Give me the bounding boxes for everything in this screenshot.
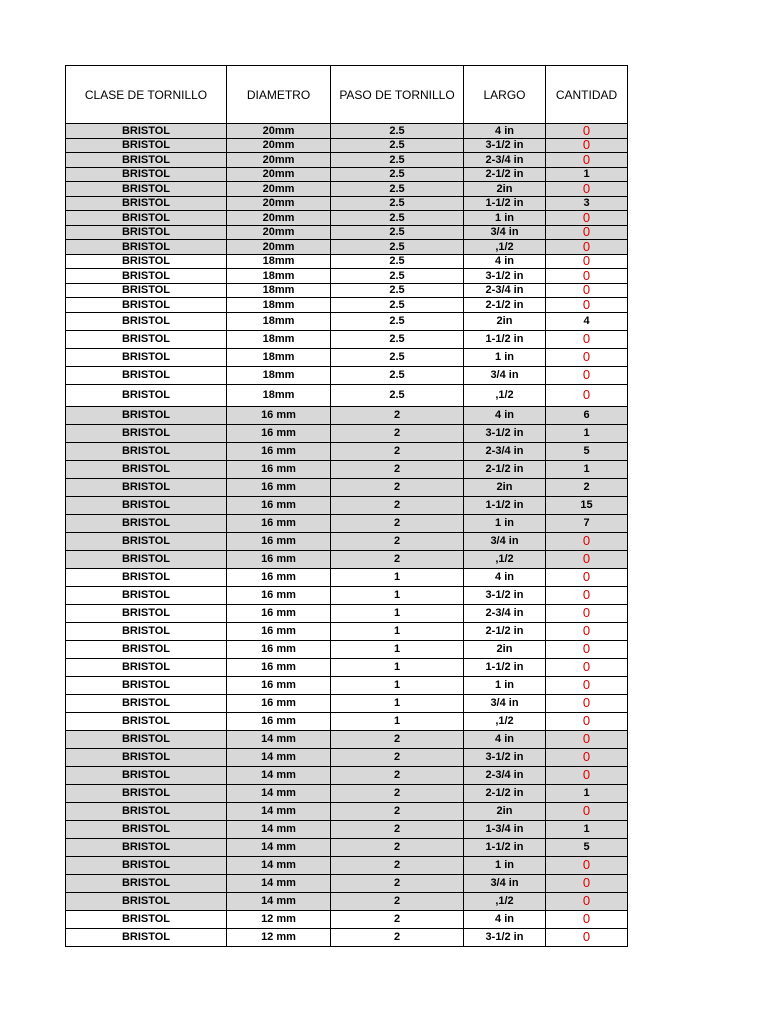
screw-inventory-table — [65, 65, 628, 947]
cell-diametro[interactable]: 14 mm — [227, 748, 331, 766]
cell-cantidad[interactable]: 0 — [546, 622, 628, 640]
cell-clase[interactable]: BRISTOL — [66, 892, 227, 910]
cell-largo[interactable]: 1 in — [464, 211, 546, 226]
cell-diametro[interactable]: 20mm — [227, 196, 331, 211]
cell-largo[interactable]: 2-1/2 in — [464, 298, 546, 313]
cell-diametro[interactable]: 16 mm — [227, 424, 331, 442]
cell-diametro[interactable]: 14 mm — [227, 784, 331, 802]
cell-cantidad[interactable]: 0 — [546, 928, 628, 946]
cell-paso[interactable]: 2.5 — [331, 366, 464, 384]
cell-diametro[interactable]: 20mm — [227, 182, 331, 197]
cell-diametro[interactable]: 12 mm — [227, 928, 331, 946]
cell-paso[interactable]: 2.5 — [331, 269, 464, 284]
cell-paso[interactable]: 2 — [331, 874, 464, 892]
cell-paso[interactable]: 1 — [331, 676, 464, 694]
cell-diametro[interactable]: 18mm — [227, 298, 331, 313]
table-row — [66, 182, 628, 197]
cell-largo[interactable]: 3-1/2 in — [464, 928, 546, 946]
cell-cantidad[interactable]: 0 — [546, 211, 628, 226]
cell-diametro[interactable]: 20mm — [227, 167, 331, 182]
cell-diametro[interactable]: 20mm — [227, 211, 331, 226]
table-row — [66, 568, 628, 586]
cell-cantidad[interactable]: 0 — [546, 856, 628, 874]
cell-clase[interactable]: BRISTOL — [66, 568, 227, 586]
cell-clase[interactable]: BRISTOL — [66, 856, 227, 874]
cell-clase[interactable]: BRISTOL — [66, 838, 227, 856]
cell-clase[interactable]: BRISTOL — [66, 167, 227, 182]
cell-largo[interactable]: 2-3/4 in — [464, 283, 546, 298]
cell-largo[interactable]: 1 in — [464, 856, 546, 874]
table-row — [66, 406, 628, 424]
table-row — [66, 460, 628, 478]
cell-clase[interactable]: BRISTOL — [66, 820, 227, 838]
cell-paso[interactable]: 2.5 — [331, 225, 464, 240]
header-row — [66, 66, 628, 124]
cell-diametro[interactable]: 20mm — [227, 124, 331, 139]
cell-paso[interactable]: 2 — [331, 460, 464, 478]
header-clase[interactable]: CLASE DE TORNILLO — [66, 66, 227, 124]
cell-cantidad[interactable]: 0 — [546, 240, 628, 255]
cell-cantidad[interactable]: 0 — [546, 269, 628, 284]
cell-cantidad[interactable]: 0 — [546, 676, 628, 694]
cell-clase[interactable]: BRISTOL — [66, 196, 227, 211]
cell-clase[interactable]: BRISTOL — [66, 784, 227, 802]
cell-cantidad[interactable]: 7 — [546, 514, 628, 532]
cell-diametro[interactable]: 14 mm — [227, 802, 331, 820]
cell-diametro[interactable]: 16 mm — [227, 442, 331, 460]
cell-cantidad[interactable]: 2 — [546, 478, 628, 496]
cell-largo[interactable]: 2-1/2 in — [464, 460, 546, 478]
cell-paso[interactable]: 1 — [331, 604, 464, 622]
cell-largo[interactable]: 2-1/2 in — [464, 167, 546, 182]
cell-diametro[interactable]: 16 mm — [227, 568, 331, 586]
cell-cantidad[interactable]: 5 — [546, 838, 628, 856]
cell-clase[interactable]: BRISTOL — [66, 124, 227, 139]
cell-paso[interactable]: 2 — [331, 910, 464, 928]
cell-largo[interactable]: 2in — [464, 312, 546, 330]
cell-cantidad[interactable]: 0 — [546, 910, 628, 928]
cell-cantidad[interactable]: 0 — [546, 712, 628, 730]
cell-paso[interactable]: 2.5 — [331, 330, 464, 348]
cell-largo[interactable]: 2-3/4 in — [464, 604, 546, 622]
table-row — [66, 784, 628, 802]
table-row — [66, 802, 628, 820]
cell-largo[interactable]: 2in — [464, 478, 546, 496]
cell-cantidad[interactable]: 0 — [546, 124, 628, 139]
header-largo[interactable]: LARGO — [464, 66, 546, 124]
cell-cantidad[interactable]: 0 — [546, 604, 628, 622]
table-row — [66, 330, 628, 348]
cell-paso[interactable]: 2.5 — [331, 124, 464, 139]
cell-clase[interactable]: BRISTOL — [66, 460, 227, 478]
cell-cantidad[interactable]: 4 — [546, 312, 628, 330]
table-row — [66, 496, 628, 514]
header-paso[interactable]: PASO DE TORNILLO — [331, 66, 464, 124]
cell-largo[interactable]: 1 in — [464, 514, 546, 532]
cell-cantidad[interactable]: 0 — [546, 874, 628, 892]
cell-diametro[interactable]: 16 mm — [227, 586, 331, 604]
table-row — [66, 892, 628, 910]
table-row — [66, 225, 628, 240]
cell-paso[interactable]: 2 — [331, 838, 464, 856]
table-row — [66, 676, 628, 694]
cell-cantidad[interactable]: 1 — [546, 820, 628, 838]
table-row — [66, 586, 628, 604]
cell-largo[interactable]: 3/4 in — [464, 366, 546, 384]
table-row — [66, 928, 628, 946]
cell-clase[interactable]: BRISTOL — [66, 766, 227, 784]
table-row — [66, 366, 628, 384]
table-body — [66, 124, 628, 947]
table-row — [66, 153, 628, 168]
cell-diametro[interactable]: 16 mm — [227, 622, 331, 640]
cell-paso[interactable]: 1 — [331, 586, 464, 604]
cell-clase[interactable]: BRISTOL — [66, 694, 227, 712]
cell-clase[interactable]: BRISTOL — [66, 240, 227, 255]
cell-cantidad[interactable]: 1 — [546, 424, 628, 442]
cell-largo[interactable]: 3/4 in — [464, 532, 546, 550]
cell-paso[interactable]: 1 — [331, 568, 464, 586]
cell-diametro[interactable]: 14 mm — [227, 856, 331, 874]
table-row — [66, 138, 628, 153]
cell-paso[interactable]: 2.5 — [331, 312, 464, 330]
cell-paso[interactable]: 2 — [331, 496, 464, 514]
table-row — [66, 442, 628, 460]
cell-paso[interactable]: 2.5 — [331, 283, 464, 298]
cell-largo[interactable]: ,1/2 — [464, 892, 546, 910]
cell-largo[interactable]: 3/4 in — [464, 874, 546, 892]
cell-diametro[interactable]: 16 mm — [227, 694, 331, 712]
cell-largo[interactable]: 1-1/2 in — [464, 196, 546, 211]
cell-paso[interactable]: 2 — [331, 532, 464, 550]
cell-diametro[interactable]: 14 mm — [227, 838, 331, 856]
cell-largo[interactable]: 1-1/2 in — [464, 658, 546, 676]
cell-clase[interactable]: BRISTOL — [66, 586, 227, 604]
cell-cantidad[interactable]: 0 — [546, 748, 628, 766]
cell-clase[interactable]: BRISTOL — [66, 514, 227, 532]
table-row — [66, 820, 628, 838]
cell-paso[interactable]: 2 — [331, 550, 464, 568]
cell-cantidad[interactable]: 15 — [546, 496, 628, 514]
cell-paso[interactable]: 2 — [331, 784, 464, 802]
cell-paso[interactable]: 2 — [331, 748, 464, 766]
cell-paso[interactable]: 2.5 — [331, 167, 464, 182]
cell-clase[interactable]: BRISTOL — [66, 254, 227, 269]
cell-largo[interactable]: 3-1/2 in — [464, 748, 546, 766]
cell-largo[interactable]: 3-1/2 in — [464, 269, 546, 284]
table-row — [66, 196, 628, 211]
cell-largo[interactable]: ,1/2 — [464, 550, 546, 568]
table-row — [66, 712, 628, 730]
header-diametro[interactable]: DIAMETRO — [227, 66, 331, 124]
table-row — [66, 424, 628, 442]
cell-diametro[interactable]: 14 mm — [227, 892, 331, 910]
cell-paso[interactable]: 2.5 — [331, 182, 464, 197]
table-row — [66, 658, 628, 676]
cell-diametro[interactable]: 20mm — [227, 225, 331, 240]
table-row — [66, 254, 628, 269]
cell-largo[interactable]: 1 in — [464, 676, 546, 694]
cell-cantidad[interactable]: 3 — [546, 196, 628, 211]
cell-paso[interactable]: 1 — [331, 658, 464, 676]
cell-cantidad[interactable]: 0 — [546, 330, 628, 348]
table-row — [66, 312, 628, 330]
cell-largo[interactable]: 4 in — [464, 910, 546, 928]
cell-cantidad[interactable]: 0 — [546, 550, 628, 568]
cell-clase[interactable]: BRISTOL — [66, 225, 227, 240]
cell-diametro[interactable]: 18mm — [227, 312, 331, 330]
cell-clase[interactable]: BRISTOL — [66, 532, 227, 550]
cell-paso[interactable]: 2.5 — [331, 348, 464, 366]
table-row — [66, 730, 628, 748]
cell-diametro[interactable]: 20mm — [227, 240, 331, 255]
table-row — [66, 167, 628, 182]
table-row — [66, 640, 628, 658]
inventory-sheet — [65, 65, 627, 947]
table-row — [66, 283, 628, 298]
cell-diametro[interactable]: 18mm — [227, 330, 331, 348]
cell-largo[interactable]: 2-3/4 in — [464, 442, 546, 460]
header-cantidad[interactable]: CANTIDAD — [546, 66, 628, 124]
cell-clase[interactable]: BRISTOL — [66, 330, 227, 348]
cell-largo[interactable]: 3/4 in — [464, 694, 546, 712]
cell-diametro[interactable]: 18mm — [227, 283, 331, 298]
table-row — [66, 532, 628, 550]
cell-paso[interactable]: 1 — [331, 640, 464, 658]
cell-diametro[interactable]: 16 mm — [227, 406, 331, 424]
table-row — [66, 766, 628, 784]
cell-diametro[interactable]: 16 mm — [227, 496, 331, 514]
cell-largo[interactable]: 4 in — [464, 124, 546, 139]
cell-cantidad[interactable]: 0 — [546, 138, 628, 153]
cell-clase[interactable]: BRISTOL — [66, 910, 227, 928]
cell-clase[interactable]: BRISTOL — [66, 312, 227, 330]
cell-largo[interactable]: 2-3/4 in — [464, 153, 546, 168]
cell-cantidad[interactable]: 0 — [546, 153, 628, 168]
cell-diametro[interactable]: 16 mm — [227, 550, 331, 568]
cell-paso[interactable]: 2.5 — [331, 240, 464, 255]
cell-diametro[interactable]: 20mm — [227, 153, 331, 168]
cell-cantidad[interactable]: 0 — [546, 766, 628, 784]
cell-diametro[interactable]: 16 mm — [227, 640, 331, 658]
cell-diametro[interactable]: 14 mm — [227, 766, 331, 784]
cell-largo[interactable]: 2in — [464, 182, 546, 197]
cell-cantidad[interactable]: 0 — [546, 298, 628, 313]
cell-largo[interactable]: 2-1/2 in — [464, 622, 546, 640]
cell-paso[interactable]: 2.5 — [331, 298, 464, 313]
cell-largo[interactable]: 4 in — [464, 406, 546, 424]
cell-clase[interactable]: BRISTOL — [66, 138, 227, 153]
table-row — [66, 240, 628, 255]
table-row — [66, 478, 628, 496]
cell-paso[interactable]: 1 — [331, 694, 464, 712]
cell-paso[interactable]: 2.5 — [331, 211, 464, 226]
cell-largo[interactable]: 1-1/2 in — [464, 496, 546, 514]
cell-clase[interactable]: BRISTOL — [66, 496, 227, 514]
cell-cantidad[interactable]: 0 — [546, 802, 628, 820]
cell-clase[interactable]: BRISTOL — [66, 406, 227, 424]
cell-largo[interactable]: 1-1/2 in — [464, 838, 546, 856]
cell-paso[interactable]: 2 — [331, 766, 464, 784]
table-row — [66, 856, 628, 874]
cell-diametro[interactable]: 16 mm — [227, 676, 331, 694]
cell-largo[interactable]: 2-3/4 in — [464, 766, 546, 784]
cell-largo[interactable]: 1 in — [464, 348, 546, 366]
cell-diametro[interactable]: 16 mm — [227, 604, 331, 622]
cell-clase[interactable]: BRISTOL — [66, 298, 227, 313]
cell-cantidad[interactable]: 0 — [546, 384, 628, 406]
cell-cantidad[interactable]: 1 — [546, 167, 628, 182]
cell-cantidad[interactable]: 0 — [546, 532, 628, 550]
cell-largo[interactable]: ,1/2 — [464, 712, 546, 730]
cell-largo[interactable]: ,1/2 — [464, 384, 546, 406]
cell-paso[interactable]: 2 — [331, 892, 464, 910]
cell-paso[interactable]: 2.5 — [331, 153, 464, 168]
cell-paso[interactable]: 2.5 — [331, 196, 464, 211]
table-row — [66, 124, 628, 139]
table-row — [66, 838, 628, 856]
table-row — [66, 211, 628, 226]
cell-clase[interactable]: BRISTOL — [66, 269, 227, 284]
cell-clase[interactable]: BRISTOL — [66, 182, 227, 197]
cell-cantidad[interactable]: 0 — [546, 586, 628, 604]
cell-clase[interactable]: BRISTOL — [66, 348, 227, 366]
cell-cantidad[interactable]: 0 — [546, 225, 628, 240]
cell-paso[interactable]: 2 — [331, 730, 464, 748]
cell-cantidad[interactable]: 6 — [546, 406, 628, 424]
cell-cantidad[interactable]: 0 — [546, 348, 628, 366]
cell-diametro[interactable]: 14 mm — [227, 820, 331, 838]
cell-cantidad[interactable]: 0 — [546, 366, 628, 384]
cell-clase[interactable]: BRISTOL — [66, 874, 227, 892]
cell-paso[interactable]: 2 — [331, 802, 464, 820]
cell-paso[interactable]: 2 — [331, 820, 464, 838]
cell-largo[interactable]: 3-1/2 in — [464, 138, 546, 153]
cell-largo[interactable]: 4 in — [464, 254, 546, 269]
table-row — [66, 298, 628, 313]
cell-largo[interactable]: 3/4 in — [464, 225, 546, 240]
cell-clase[interactable]: BRISTOL — [66, 658, 227, 676]
cell-clase[interactable]: BRISTOL — [66, 928, 227, 946]
table-row — [66, 550, 628, 568]
cell-clase[interactable]: BRISTOL — [66, 802, 227, 820]
table-row — [66, 384, 628, 406]
cell-largo[interactable]: ,1/2 — [464, 240, 546, 255]
cell-largo[interactable]: 2-1/2 in — [464, 784, 546, 802]
cell-diametro[interactable]: 18mm — [227, 348, 331, 366]
cell-paso[interactable]: 2 — [331, 928, 464, 946]
cell-diametro[interactable]: 20mm — [227, 138, 331, 153]
cell-clase[interactable]: BRISTOL — [66, 384, 227, 406]
cell-largo[interactable]: 2in — [464, 802, 546, 820]
cell-clase[interactable]: BRISTOL — [66, 676, 227, 694]
cell-diametro[interactable]: 16 mm — [227, 478, 331, 496]
cell-cantidad[interactable]: 0 — [546, 254, 628, 269]
cell-cantidad[interactable]: 0 — [546, 658, 628, 676]
table-row — [66, 514, 628, 532]
cell-clase[interactable]: BRISTOL — [66, 211, 227, 226]
cell-diametro[interactable]: 18mm — [227, 366, 331, 384]
cell-largo[interactable]: 3-1/2 in — [464, 586, 546, 604]
cell-diametro[interactable]: 16 mm — [227, 514, 331, 532]
table-row — [66, 748, 628, 766]
cell-cantidad[interactable]: 0 — [546, 730, 628, 748]
cell-largo[interactable]: 1-1/2 in — [464, 330, 546, 348]
cell-clase[interactable]: BRISTOL — [66, 478, 227, 496]
cell-cantidad[interactable]: 0 — [546, 640, 628, 658]
table-row — [66, 874, 628, 892]
cell-largo[interactable]: 3-1/2 in — [464, 424, 546, 442]
table-row — [66, 269, 628, 284]
cell-cantidad[interactable]: 0 — [546, 892, 628, 910]
cell-diametro[interactable]: 16 mm — [227, 532, 331, 550]
cell-paso[interactable]: 2 — [331, 478, 464, 496]
cell-largo[interactable]: 2in — [464, 640, 546, 658]
cell-clase[interactable]: BRISTOL — [66, 153, 227, 168]
cell-diametro[interactable]: 12 mm — [227, 910, 331, 928]
cell-clase[interactable]: BRISTOL — [66, 442, 227, 460]
cell-paso[interactable]: 2 — [331, 514, 464, 532]
cell-paso[interactable]: 2.5 — [331, 384, 464, 406]
cell-diametro[interactable]: 14 mm — [227, 730, 331, 748]
cell-paso[interactable]: 1 — [331, 622, 464, 640]
cell-paso[interactable]: 2.5 — [331, 138, 464, 153]
table-row — [66, 694, 628, 712]
table-row — [66, 910, 628, 928]
cell-diametro[interactable]: 18mm — [227, 254, 331, 269]
table-row — [66, 604, 628, 622]
cell-paso[interactable]: 2 — [331, 424, 464, 442]
cell-cantidad[interactable]: 1 — [546, 460, 628, 478]
cell-paso[interactable]: 2 — [331, 856, 464, 874]
cell-cantidad[interactable]: 0 — [546, 182, 628, 197]
cell-clase[interactable]: BRISTOL — [66, 712, 227, 730]
table-row — [66, 622, 628, 640]
cell-paso[interactable]: 2.5 — [331, 254, 464, 269]
cell-cantidad[interactable]: 0 — [546, 694, 628, 712]
cell-clase[interactable]: BRISTOL — [66, 604, 227, 622]
cell-largo[interactable]: 4 in — [464, 730, 546, 748]
cell-paso[interactable]: 1 — [331, 712, 464, 730]
cell-paso[interactable]: 2 — [331, 406, 464, 424]
cell-clase[interactable]: BRISTOL — [66, 366, 227, 384]
cell-cantidad[interactable]: 1 — [546, 784, 628, 802]
cell-cantidad[interactable]: 0 — [546, 568, 628, 586]
cell-clase[interactable]: BRISTOL — [66, 550, 227, 568]
table-row — [66, 348, 628, 366]
cell-clase[interactable]: BRISTOL — [66, 424, 227, 442]
cell-clase[interactable]: BRISTOL — [66, 283, 227, 298]
cell-largo[interactable]: 4 in — [464, 568, 546, 586]
cell-diametro[interactable]: 18mm — [227, 269, 331, 284]
cell-cantidad[interactable]: 0 — [546, 283, 628, 298]
cell-diametro[interactable]: 16 mm — [227, 712, 331, 730]
cell-diametro[interactable]: 14 mm — [227, 874, 331, 892]
cell-clase[interactable]: BRISTOL — [66, 622, 227, 640]
cell-diametro[interactable]: 16 mm — [227, 658, 331, 676]
cell-clase[interactable]: BRISTOL — [66, 730, 227, 748]
cell-paso[interactable]: 2 — [331, 442, 464, 460]
cell-clase[interactable]: BRISTOL — [66, 748, 227, 766]
cell-clase[interactable]: BRISTOL — [66, 640, 227, 658]
cell-largo[interactable]: 1-3/4 in — [464, 820, 546, 838]
cell-diametro[interactable]: 18mm — [227, 384, 331, 406]
cell-diametro[interactable]: 16 mm — [227, 460, 331, 478]
cell-cantidad[interactable]: 5 — [546, 442, 628, 460]
